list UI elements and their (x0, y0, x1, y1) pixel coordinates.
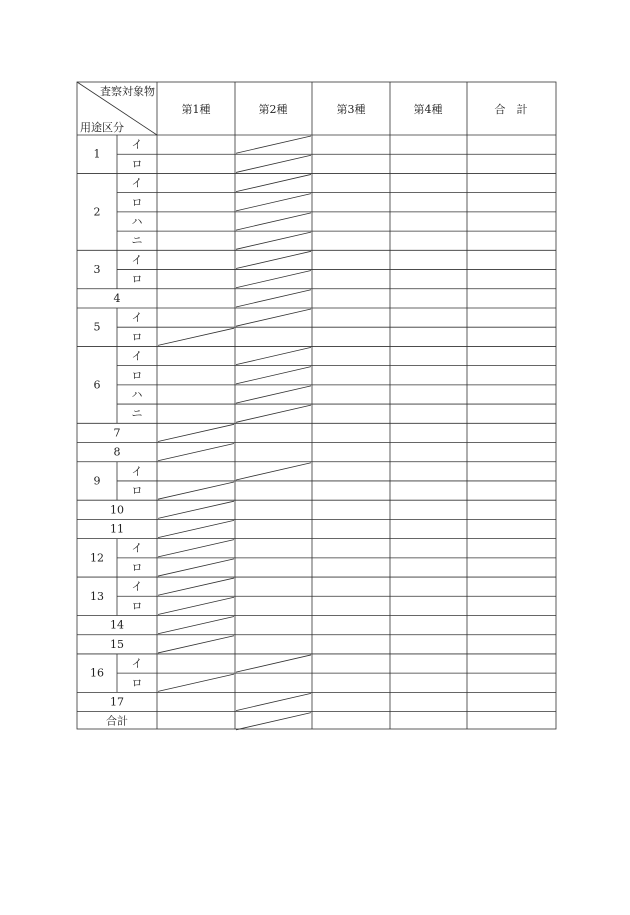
usage-sub-label: イ (131, 349, 143, 363)
usage-number-label: 17 (110, 695, 124, 709)
usage-sub-label: ニ (131, 234, 143, 248)
usage-sub-label: イ (131, 464, 143, 478)
not-applicable-slash (158, 444, 234, 461)
not-applicable-slash (236, 463, 311, 480)
usage-sub-label: ロ (131, 560, 143, 574)
usage-sub-label: ロ (131, 195, 143, 209)
usage-number-label: 2 (93, 205, 101, 219)
usage-sub-label: イ (131, 253, 143, 267)
not-applicable-slash (236, 136, 311, 153)
usage-sub-label: ロ (131, 484, 143, 498)
not-applicable-slash (236, 232, 311, 249)
usage-number-label: 8 (113, 445, 121, 459)
usage-sub-label: イ (131, 138, 143, 152)
not-applicable-slash (158, 540, 234, 557)
usage-sub-label: ハ (131, 214, 143, 228)
column-header-total: 合 計 (494, 103, 528, 116)
total-row-label: 合計 (106, 714, 128, 728)
usage-sub-label: ロ (131, 330, 143, 344)
not-applicable-slash (236, 713, 311, 730)
not-applicable-slash (236, 213, 311, 230)
usage-sub-label: ロ (131, 368, 143, 382)
usage-number-label: 3 (93, 263, 101, 277)
usage-number-label: 10 (110, 503, 124, 517)
usage-sub-label: イ (131, 541, 143, 555)
usage-sub-label: ロ (131, 599, 143, 613)
usage-sub-label: ハ (131, 387, 143, 401)
usage-sub-label: イ (131, 657, 143, 671)
not-applicable-slash (158, 674, 234, 691)
not-applicable-slash (236, 194, 311, 211)
column-header-2: 第2種 (258, 103, 288, 116)
not-applicable-slash (158, 501, 234, 518)
not-applicable-slash (236, 693, 311, 710)
usage-sub-label: ロ (131, 676, 143, 690)
usage-number-label: 16 (90, 666, 104, 680)
usage-number-label: 9 (93, 474, 101, 488)
usage-number-label: 12 (90, 551, 104, 565)
not-applicable-slash (236, 309, 311, 326)
column-header-1: 第1種 (181, 103, 211, 116)
usage-number-label: 6 (93, 378, 101, 392)
corner-label-top: 査察対象物 (100, 85, 155, 98)
usage-number-label: 11 (110, 522, 124, 536)
not-applicable-slash (158, 636, 234, 653)
not-applicable-slash (236, 271, 311, 288)
not-applicable-slash (158, 559, 234, 576)
corner-label-bottom: 用途区分 (80, 121, 124, 134)
usage-number-label: 15 (110, 637, 124, 651)
usage-number-label: 5 (93, 320, 101, 334)
usage-sub-label: イ (131, 176, 143, 190)
not-applicable-slash (236, 290, 311, 307)
not-applicable-slash (158, 520, 234, 537)
usage-sub-label: ニ (131, 407, 143, 421)
usage-sub-label: ロ (131, 157, 143, 171)
usage-sub-label: イ (131, 311, 143, 325)
usage-number-label: 13 (90, 589, 104, 603)
not-applicable-slash (158, 424, 234, 441)
not-applicable-slash (236, 386, 311, 403)
not-applicable-slash (158, 482, 234, 499)
not-applicable-slash (236, 174, 311, 191)
column-header-4: 第4種 (413, 103, 443, 116)
usage-number-label: 7 (113, 426, 121, 440)
not-applicable-slash (158, 328, 234, 345)
not-applicable-slash (236, 155, 311, 172)
not-applicable-slash (236, 405, 311, 422)
not-applicable-slash (236, 655, 311, 672)
not-applicable-slash (158, 578, 234, 595)
usage-number-label: 4 (113, 291, 121, 305)
column-header-3: 第3種 (336, 103, 366, 116)
not-applicable-slash (158, 597, 234, 614)
not-applicable-slash (236, 251, 311, 268)
not-applicable-slash (236, 367, 311, 384)
usage-sub-label: イ (131, 580, 143, 594)
not-applicable-slash (158, 617, 234, 634)
usage-sub-label: ロ (131, 272, 143, 286)
table-border (77, 82, 556, 729)
usage-number-label: 1 (93, 147, 101, 161)
usage-number-label: 14 (110, 618, 124, 632)
not-applicable-slash (236, 347, 311, 364)
